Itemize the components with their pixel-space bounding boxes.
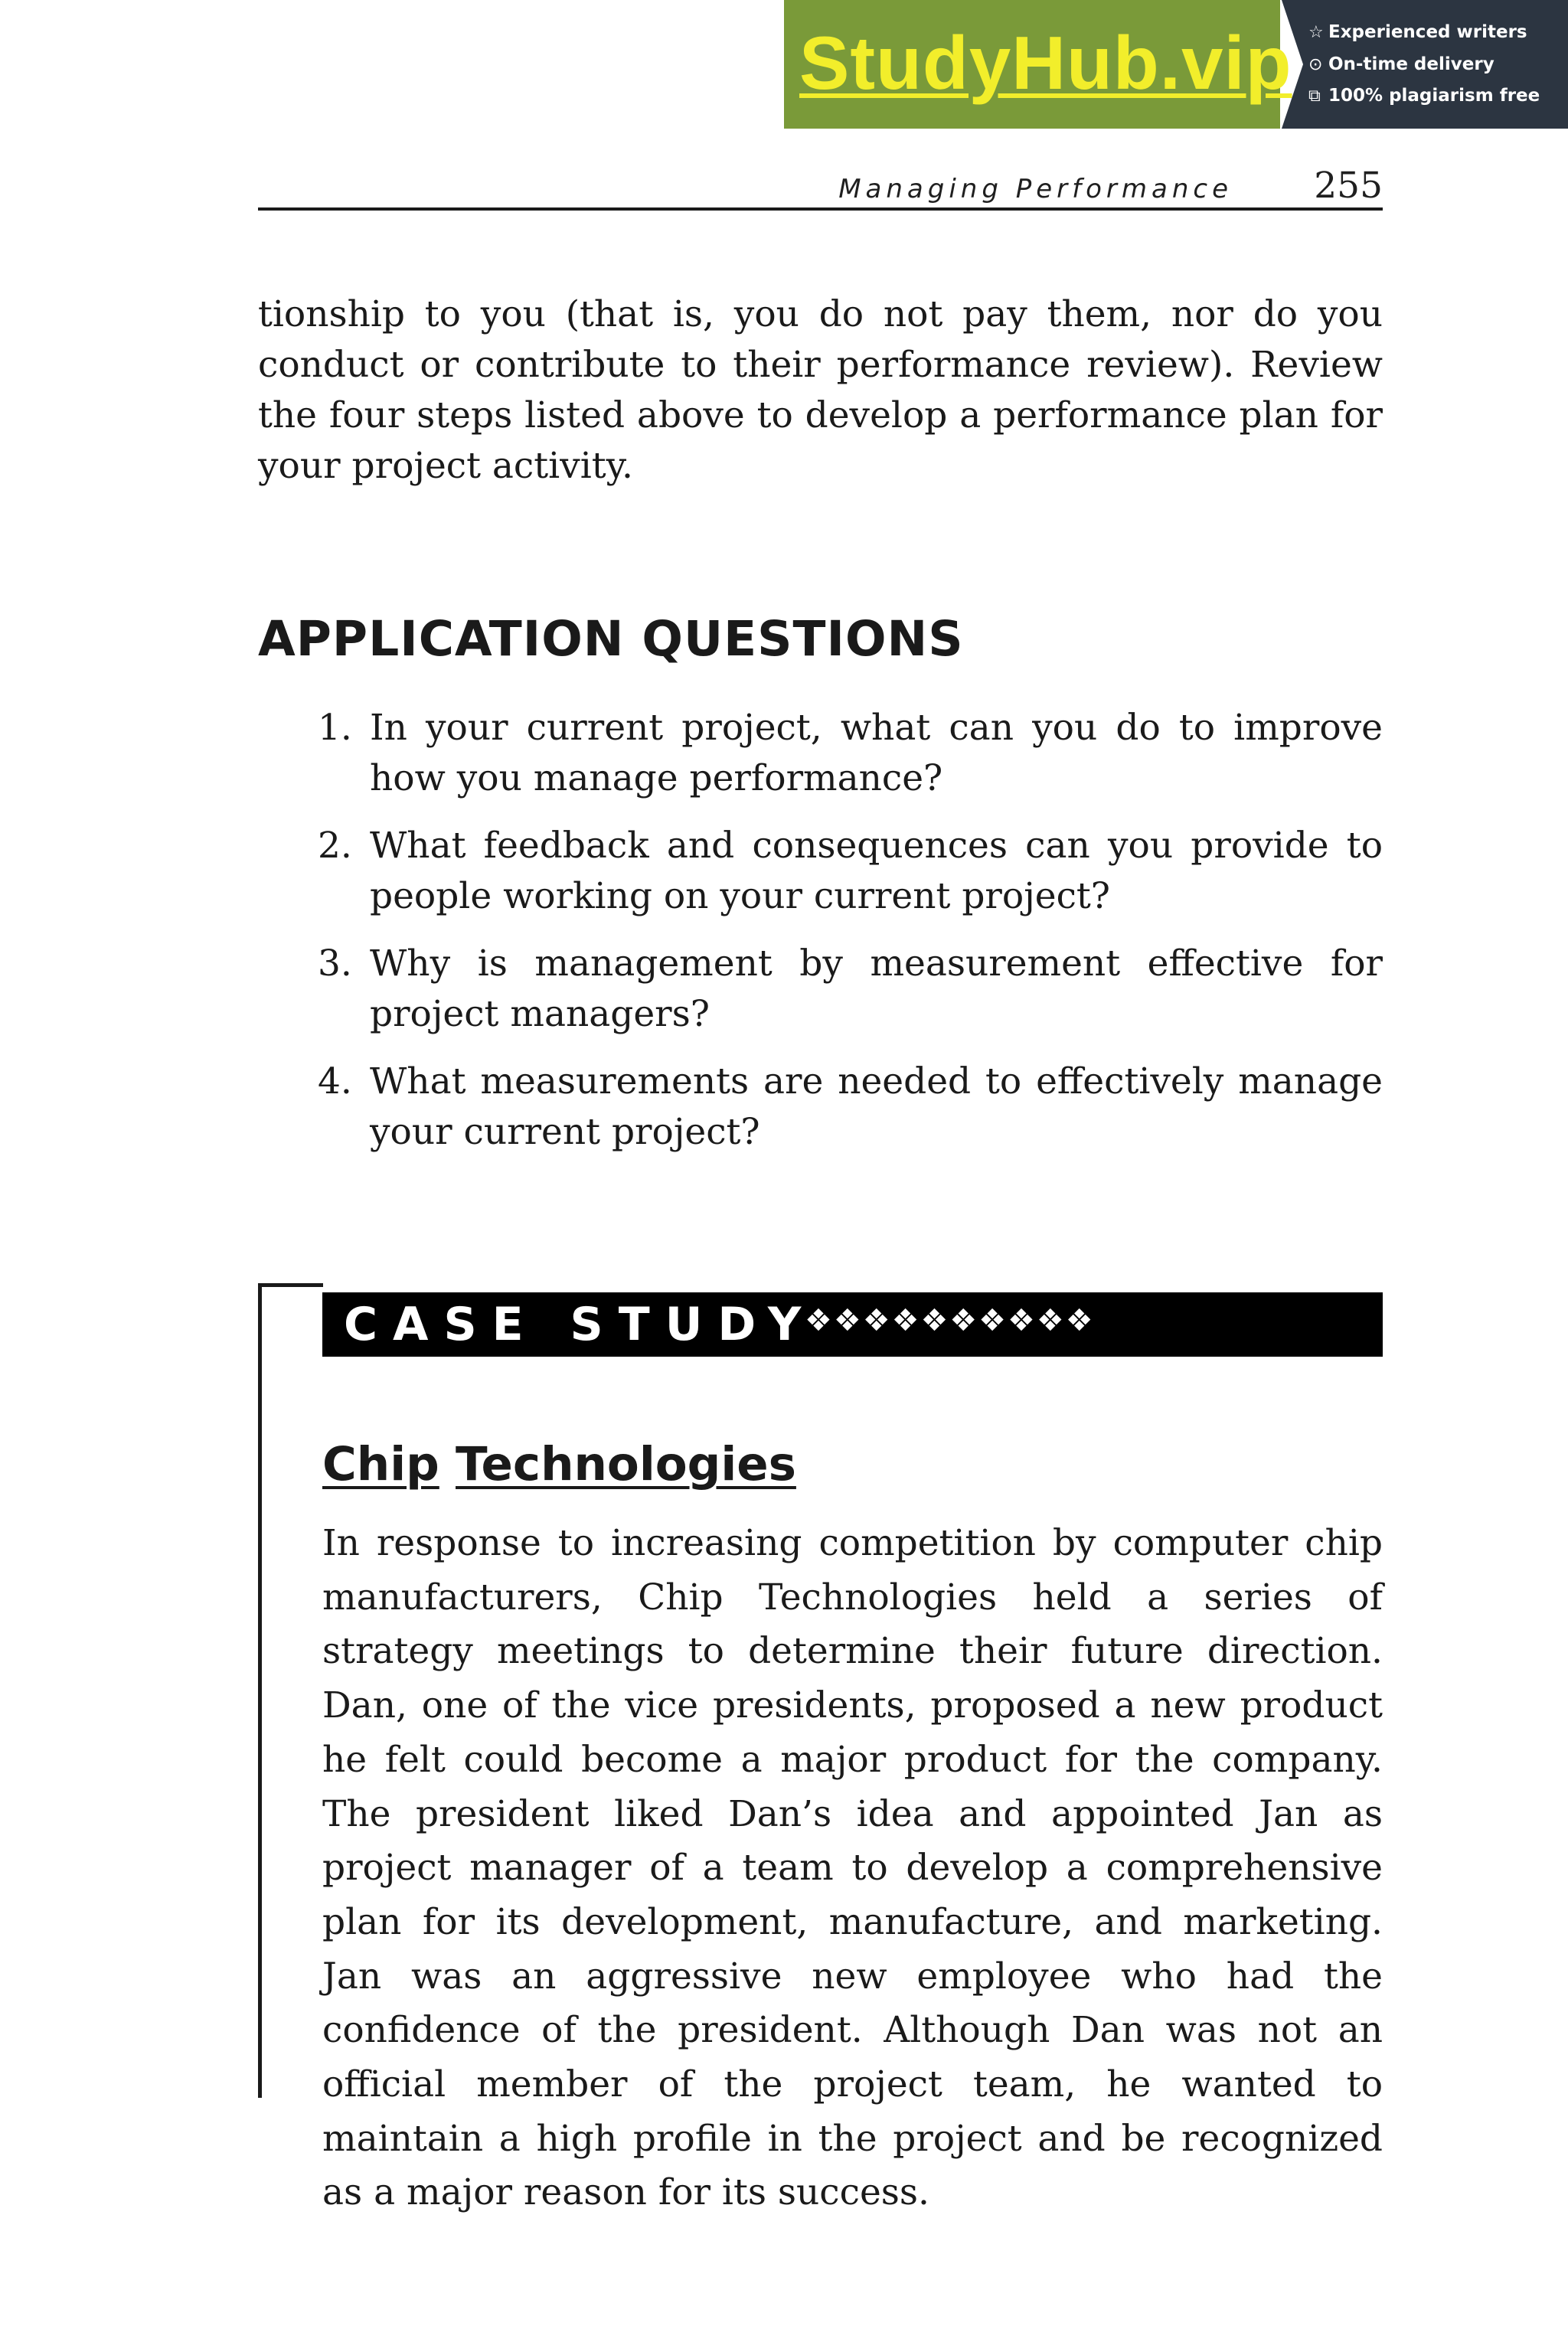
question-number: 2. xyxy=(318,825,352,867)
perk-plagiarism-free xyxy=(1308,83,1561,109)
case-study-title-word: Chip xyxy=(322,1437,439,1491)
perk-text: Experienced writers xyxy=(1328,22,1527,42)
banner-brand-panel xyxy=(784,0,1292,129)
case-study-label: CASE STUDY xyxy=(344,1298,817,1351)
clock-icon: ⊙ xyxy=(1308,55,1323,74)
question-item xyxy=(258,821,1383,922)
case-study-banner xyxy=(322,1292,1383,1357)
question-text: What feedback and consequences can you provide to people working on your current project? xyxy=(370,825,1383,917)
header-rule xyxy=(258,207,1383,211)
section-heading-application-questions: APPLICATION QUESTIONS xyxy=(258,611,964,667)
question-text: In your current project, what can you do to improve how you manage performance? xyxy=(370,707,1383,799)
diamond-ornament-icon: ❖❖❖❖❖❖❖❖❖❖ xyxy=(805,1303,1095,1338)
case-study-title-word: Technologies xyxy=(456,1437,796,1491)
star-icon: ☆ xyxy=(1308,23,1324,42)
application-questions-list xyxy=(258,703,1383,1174)
question-number: 4. xyxy=(318,1060,352,1102)
question-item xyxy=(258,1057,1383,1158)
studyhub-banner[interactable] xyxy=(784,0,1568,129)
intro-paragraph: tionship to you (that is, you do not pay them, nor do you conduct or contribute to their performance review). Review the four steps listed above to develop a performance plan for your project activity. xyxy=(258,293,1383,487)
question-item xyxy=(258,703,1383,804)
case-study-title xyxy=(322,1434,796,1495)
question-item xyxy=(258,939,1383,1040)
case-study-side-rule xyxy=(258,1283,262,2098)
case-study-body: In response to increasing competition by computer chip manufacturers, Chip Technologies held a series of strategy meetings to determine their future direction. Dan, one of the vice presidents, proposed a new product he felt could become a major product for the company. The president liked Dan’s idea and appointed Jan as project manager of a team to develop a comprehensive plan for its development, manufacture, and marketing. Jan was an aggressive new employee who had the confidence of the president. Although Dan was not an official member of the project team, he wanted to maintain a high profile in the project and be recognized as a major reason for its success. xyxy=(322,1522,1383,2214)
question-number: 1. xyxy=(318,707,352,749)
copy-icon: ⧉ xyxy=(1308,87,1321,106)
perk-text: On-time delivery xyxy=(1328,54,1494,74)
question-text: Why is management by measurement effective for project managers? xyxy=(370,942,1383,1035)
question-number: 3. xyxy=(318,942,352,985)
page-number: 255 xyxy=(1314,165,1383,207)
question-text: What measurements are needed to effectively manage your current project? xyxy=(370,1060,1383,1153)
running-header-title: Managing Performance xyxy=(838,174,1233,204)
studyhub-logo[interactable]: StudyHub.vip xyxy=(799,21,1292,105)
perk-on-time-delivery xyxy=(1308,51,1561,78)
perk-experienced-writers xyxy=(1308,19,1561,46)
perk-text: 100% plagiarism free xyxy=(1328,86,1540,106)
case-study-corner-rule xyxy=(258,1283,323,1287)
